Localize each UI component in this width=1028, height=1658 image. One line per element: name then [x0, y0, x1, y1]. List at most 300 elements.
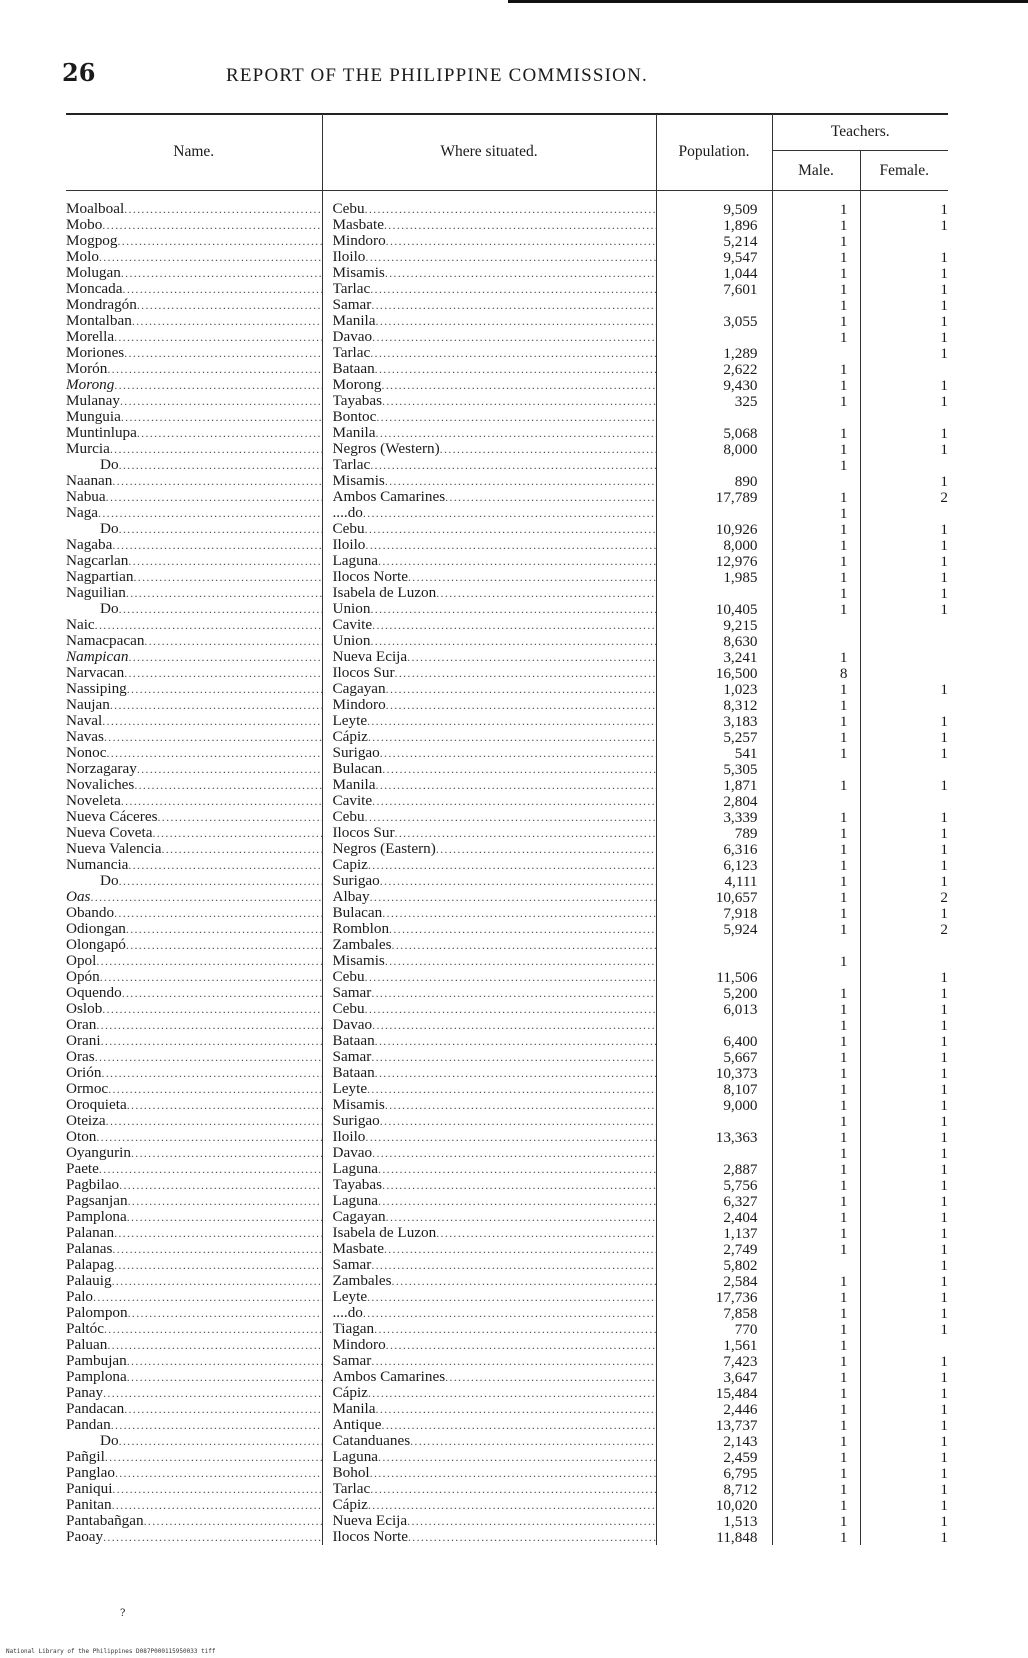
cell-population [656, 329, 772, 345]
leader-dots [101, 1034, 322, 1049]
cell-female: 1 [940, 1160, 949, 1178]
name-dotfill [66, 553, 322, 569]
name-text: Nonoc [66, 745, 107, 761]
cell-where [322, 1529, 656, 1545]
cell-where [322, 297, 656, 313]
table-row [66, 281, 948, 297]
leader-dots [374, 1322, 655, 1337]
leader-dots [119, 874, 322, 889]
table-row [66, 473, 948, 489]
leader-dots [95, 1050, 322, 1065]
cell-name [66, 233, 322, 249]
table-row [66, 457, 948, 473]
cell-name [66, 665, 322, 681]
column-header-female: Female. [860, 151, 948, 191]
where-text: Ilocos Sur [332, 665, 395, 681]
where-dotfill [333, 473, 656, 489]
cell-population: 1,044 [656, 265, 772, 281]
where-text: Tarlac [332, 281, 371, 297]
name-dotfill [66, 345, 322, 361]
where-text: Ilocos Norte [332, 569, 408, 585]
leader-dots [380, 874, 656, 889]
cell-male: 1 [772, 1241, 860, 1257]
cell-male: 1 [772, 489, 860, 505]
name-dotfill [66, 729, 322, 745]
where-text: Misamis [332, 953, 385, 969]
cell-female [860, 937, 948, 953]
cell-where [322, 313, 656, 329]
cell-where [322, 473, 656, 489]
cell-male: 1 [772, 985, 860, 1001]
cell-population: 541 [656, 745, 772, 761]
leader-dots [392, 1274, 656, 1289]
name-text: Olongapó [66, 937, 126, 953]
leader-dots [385, 1098, 656, 1113]
leader-dots [382, 762, 655, 777]
name-text: Narvacan [66, 665, 125, 681]
cell-name [66, 921, 322, 937]
name-text: Mobo [66, 217, 103, 233]
cell-where [322, 345, 656, 361]
leader-dots [119, 1178, 321, 1193]
where-text: Samar [332, 1049, 372, 1065]
name-dotfill [66, 905, 322, 921]
cell-where [322, 713, 656, 729]
leader-dots [371, 1050, 655, 1065]
cell-population [656, 1113, 772, 1129]
name-dotfill [66, 569, 322, 585]
table-header [66, 114, 948, 191]
where-text: Bontoc [332, 409, 377, 425]
name-dotfill [66, 921, 322, 937]
cell-female: 1 [940, 1256, 949, 1274]
cell-name [66, 713, 322, 729]
leader-dots [115, 1466, 322, 1481]
cell-female [860, 505, 948, 521]
table-row [66, 1369, 948, 1385]
cell-name [66, 1161, 322, 1177]
where-text: Negros (Eastern) [332, 841, 436, 857]
name-text: Panay [66, 1385, 104, 1401]
cell-female: 1 [940, 264, 949, 282]
cell-female: 1 [940, 904, 949, 922]
leader-dots [112, 474, 321, 489]
leader-dots [127, 1354, 322, 1369]
name-dotfill [66, 217, 322, 233]
cell-male [772, 633, 860, 649]
cell-name [66, 505, 322, 521]
cell-name [66, 745, 322, 761]
cell-where [322, 761, 656, 777]
name-text: Oras [66, 1049, 95, 1065]
cell-name [66, 249, 322, 265]
cell-name [66, 265, 322, 281]
cell-where [322, 1209, 656, 1225]
cell-name [66, 191, 322, 218]
cell-female [860, 665, 948, 681]
name-text: Oton [66, 1129, 97, 1145]
name-text: Paniqui [66, 1481, 113, 1497]
name-dotfill [66, 1481, 322, 1497]
cell-name [66, 425, 322, 441]
cell-where [322, 1417, 656, 1433]
where-dotfill [333, 1369, 656, 1385]
cell-female [860, 793, 948, 809]
cell-where [322, 745, 656, 761]
table-row [66, 617, 948, 633]
column-header-male: Male. [772, 151, 860, 191]
cell-name [66, 761, 322, 777]
cell-population: 5,257 [656, 729, 772, 745]
cell-name [66, 873, 322, 889]
cell-population: 10,373 [656, 1065, 772, 1081]
leader-dots [131, 1146, 322, 1161]
where-dotfill [333, 1065, 656, 1081]
cell-female: 1 [940, 1096, 949, 1114]
cell-where [322, 617, 656, 633]
cell-name [66, 1017, 322, 1033]
cell-where [322, 1289, 656, 1305]
leader-dots [104, 730, 322, 745]
name-dotfill [66, 1417, 322, 1433]
cell-name [66, 937, 322, 953]
table-row [66, 1209, 948, 1225]
leader-dots [114, 1258, 321, 1273]
name-dotfill [66, 1321, 322, 1337]
cell-name [66, 777, 322, 793]
leader-dots [395, 666, 656, 681]
cell-male: 1 [772, 553, 860, 569]
name-text: Nabua [66, 489, 106, 505]
leader-dots [436, 1226, 655, 1241]
cell-population: 2,622 [656, 361, 772, 377]
cell-where [322, 1305, 656, 1321]
leader-dots [106, 490, 322, 505]
cell-female: 1 [940, 776, 949, 794]
table-row [66, 553, 948, 569]
table-row [66, 601, 948, 617]
name-dotfill [66, 1097, 322, 1113]
where-text: Catanduanes [332, 1433, 411, 1449]
cell-male: 1 [772, 1065, 860, 1081]
cell-female: 1 [940, 392, 949, 410]
cell-where [322, 249, 656, 265]
cell-where [322, 1497, 656, 1513]
name-dotfill [66, 361, 322, 377]
table-row [66, 1033, 948, 1049]
cell-where [322, 793, 656, 809]
cell-population [656, 409, 772, 425]
column-header-where: Where situated. [322, 114, 656, 191]
leader-dots [161, 842, 321, 857]
cell-population: 2,584 [656, 1273, 772, 1289]
cell-name [66, 1321, 322, 1337]
where-text: Tarlac [332, 345, 371, 361]
cell-male: 1 [772, 1177, 860, 1193]
where-text: Ambos Camarines [332, 1369, 446, 1385]
cell-population: 890 [656, 473, 772, 489]
cell-where [322, 217, 656, 233]
cell-population: 3,055 [656, 313, 772, 329]
table-row [66, 649, 948, 665]
cell-male: 1 [772, 1017, 860, 1033]
cell-female: 1 [940, 1000, 949, 1018]
name-dotfill [66, 489, 322, 505]
table-row [66, 841, 948, 857]
table-row [66, 1081, 948, 1097]
where-dotfill [333, 649, 656, 665]
table-row [66, 873, 948, 889]
column-header-population: Population. [656, 114, 772, 191]
cell-female: 1 [940, 1080, 949, 1098]
cell-female: 1 [940, 248, 949, 266]
cell-female: 1 [940, 1192, 949, 1210]
cell-name [66, 617, 322, 633]
cell-population [656, 585, 772, 601]
cell-where [322, 233, 656, 249]
where-dotfill [333, 857, 656, 873]
name-dotfill [66, 1113, 322, 1129]
cell-female: 1 [940, 1304, 949, 1322]
name-dotfill [66, 1465, 322, 1481]
cell-male: 1 [772, 681, 860, 697]
cell-population: 5,924 [656, 921, 772, 937]
leader-dots [121, 794, 322, 809]
cell-name [66, 329, 322, 345]
cell-population: 7,858 [656, 1305, 772, 1321]
table-row [66, 969, 948, 985]
cell-male: 1 [772, 1369, 860, 1385]
cell-name [66, 729, 322, 745]
page-number: 26 [62, 58, 96, 87]
cell-male: 1 [772, 729, 860, 745]
where-dotfill [333, 729, 656, 745]
where-text: Cebu [332, 521, 365, 537]
cell-male: 1 [772, 585, 860, 601]
where-text: Tiagan [332, 1321, 375, 1337]
cell-female [860, 1337, 948, 1353]
name-dotfill [66, 521, 322, 537]
name-text: Obando [66, 905, 115, 921]
cell-female: 1 [940, 808, 949, 826]
leader-dots [370, 1482, 655, 1497]
cell-female [860, 617, 948, 633]
footer-note: National Library of the Philippines D087P000115950033 tiff [6, 1648, 216, 1655]
where-text: Laguna [332, 1449, 379, 1465]
leader-dots [127, 1210, 322, 1225]
cell-where [322, 441, 656, 457]
table-row [66, 889, 948, 905]
leader-dots [124, 346, 321, 361]
name-text: Nassiping [66, 681, 127, 697]
where-dotfill [333, 841, 656, 857]
cell-female: 1 [940, 1352, 949, 1370]
where-dotfill [333, 777, 656, 793]
leader-dots [367, 1290, 655, 1305]
leader-dots [370, 458, 655, 473]
cell-where [322, 1257, 656, 1273]
cell-population: 1,513 [656, 1513, 772, 1529]
where-dotfill [333, 617, 656, 633]
name-dotfill [66, 825, 322, 841]
cell-male [772, 937, 860, 953]
cell-female: 1 [940, 1480, 949, 1498]
cell-name [66, 905, 322, 921]
where-text: Bataan [332, 1033, 375, 1049]
where-dotfill [333, 409, 656, 425]
table-row [66, 857, 948, 873]
leader-dots [395, 826, 656, 841]
table-row [66, 1193, 948, 1209]
cell-population: 7,601 [656, 281, 772, 297]
leader-dots [124, 666, 321, 681]
cell-population: 11,506 [656, 969, 772, 985]
where-text: Iloilo [332, 537, 366, 553]
name-text: Naujan [66, 697, 110, 713]
where-text: Isabela de Luzon [332, 585, 437, 601]
leader-dots [372, 618, 655, 633]
where-dotfill [333, 1433, 656, 1449]
leader-dots [122, 986, 322, 1001]
cell-population: 6,013 [656, 1001, 772, 1017]
name-dotfill [66, 425, 322, 441]
where-text: Bataan [332, 361, 375, 377]
cell-male [772, 345, 860, 361]
name-text: Oteiza [66, 1113, 106, 1129]
table-row [66, 393, 948, 409]
cell-name [66, 537, 322, 553]
leader-dots [381, 1418, 655, 1433]
leader-dots [370, 1466, 656, 1481]
table-row [66, 1401, 948, 1417]
cell-female [860, 233, 948, 249]
cell-female: 1 [940, 1528, 949, 1546]
cell-male: 1 [772, 1401, 860, 1417]
cell-population: 5,214 [656, 233, 772, 249]
name-text: Opón [66, 969, 100, 985]
cell-name [66, 889, 322, 905]
where-text: Davao [332, 329, 373, 345]
where-text: Tayabas [332, 1177, 383, 1193]
cell-population: 8,630 [656, 633, 772, 649]
cell-male: 1 [772, 745, 860, 761]
table-row [66, 1305, 948, 1321]
leader-dots [392, 938, 656, 953]
leader-dots [382, 906, 655, 921]
leader-dots [375, 362, 656, 377]
cell-name [66, 1433, 322, 1449]
cell-name [66, 473, 322, 489]
where-dotfill [333, 745, 656, 761]
cell-female: 1 [940, 376, 949, 394]
where-dotfill [333, 1401, 656, 1417]
cell-name [66, 1177, 322, 1193]
cell-male: 1 [772, 1161, 860, 1177]
leader-dots [384, 218, 656, 233]
leader-dots [367, 1082, 655, 1097]
where-dotfill [333, 217, 656, 233]
leader-dots [99, 1162, 322, 1177]
where-text: Iloilo [332, 249, 366, 265]
name-dotfill [66, 1193, 322, 1209]
name-text: Moncada [66, 281, 123, 297]
leader-dots [365, 1002, 656, 1017]
cell-name [66, 1193, 322, 1209]
where-text: ....do [332, 1305, 363, 1321]
cell-female: 1 [940, 472, 949, 490]
cell-where [322, 457, 656, 473]
table-row [66, 585, 948, 601]
name-text: Nueva Coveta [66, 825, 153, 841]
cell-female: 1 [940, 984, 949, 1002]
where-text: Leyte [332, 713, 368, 729]
name-dotfill [66, 1001, 322, 1017]
cell-female: 1 [940, 216, 949, 234]
cell-where [322, 191, 656, 218]
cell-name [66, 1529, 322, 1545]
cell-where [322, 1065, 656, 1081]
cell-male: 1 [772, 1049, 860, 1065]
leader-dots [365, 538, 655, 553]
table-row [66, 809, 948, 825]
leader-dots [407, 650, 655, 665]
cell-population: 5,200 [656, 985, 772, 1001]
leader-dots [114, 330, 321, 345]
name-dotfill [66, 249, 322, 265]
cell-population: 9,215 [656, 617, 772, 633]
name-dotfill [66, 457, 322, 473]
column-header-teachers: Teachers. [772, 114, 948, 151]
cell-male: 1 [772, 1481, 860, 1497]
table-row [66, 1065, 948, 1081]
cell-name [66, 969, 322, 985]
name-text: Montalban [66, 313, 132, 329]
leader-dots [119, 458, 322, 473]
cell-name [66, 217, 322, 233]
leader-dots [386, 698, 656, 713]
name-text: Paoay [66, 1529, 104, 1545]
table-row [66, 681, 948, 697]
cell-female: 1 [940, 1464, 949, 1482]
cell-population [656, 297, 772, 313]
cell-name [66, 489, 322, 505]
leader-dots [96, 1130, 321, 1145]
name-text: Oquendo [66, 985, 122, 1001]
table-row [66, 1177, 948, 1193]
where-text: Mindoro [332, 1337, 386, 1353]
name-dotfill [66, 713, 322, 729]
cell-male: 1 [772, 425, 860, 441]
name-dotfill [66, 329, 322, 345]
cell-female: 1 [940, 712, 949, 730]
cell-female [860, 649, 948, 665]
leader-dots [372, 330, 655, 345]
cell-female: 1 [940, 1496, 949, 1514]
cell-female: 1 [940, 200, 949, 218]
cell-population: 3,241 [656, 649, 772, 665]
leader-dots [380, 1114, 656, 1129]
name-text: Oran [66, 1017, 97, 1033]
leader-dots [436, 586, 655, 601]
leader-dots [98, 506, 321, 521]
leader-dots [382, 394, 655, 409]
leader-dots [378, 1450, 655, 1465]
cell-male: 1 [772, 505, 860, 521]
leader-dots [103, 1386, 321, 1401]
cell-female: 1 [940, 1016, 949, 1034]
cell-population: 12,976 [656, 553, 772, 569]
cell-population: 2,143 [656, 1433, 772, 1449]
